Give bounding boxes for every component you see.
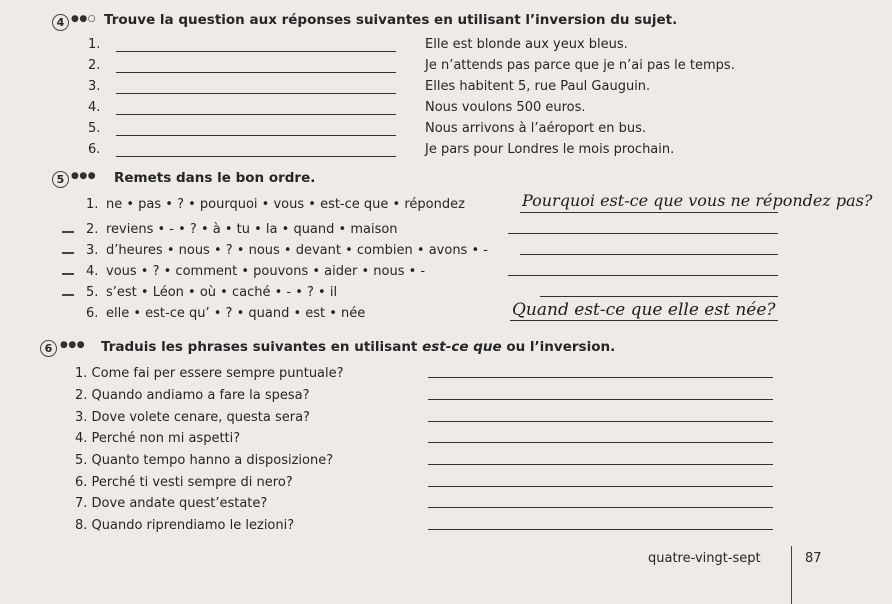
sentence-text: Quanto tempo hanno a disposizione? bbox=[91, 453, 334, 468]
answer-line[interactable] bbox=[428, 421, 773, 422]
item-number: 4. bbox=[75, 431, 88, 446]
item-number: 1. bbox=[88, 37, 101, 52]
difficulty-dots: ●●○ bbox=[71, 14, 97, 24]
margin-mark bbox=[62, 273, 74, 275]
exercise-6-number: 6 bbox=[40, 340, 57, 357]
word-sequence: d’heures • nous • ? • nous • devant • combien • avons • - bbox=[106, 243, 488, 258]
footer-divider bbox=[791, 546, 792, 604]
answer-line[interactable] bbox=[510, 320, 778, 321]
margin-mark bbox=[62, 294, 74, 296]
answer-text: Nous arrivons à l’aéroport en bus. bbox=[425, 121, 647, 136]
item-number: 5. bbox=[86, 285, 99, 300]
answer-line[interactable] bbox=[508, 275, 778, 276]
difficulty-dots: ●●● bbox=[71, 171, 97, 181]
exercise-6-instruction bbox=[101, 339, 615, 355]
item-number: 1. bbox=[75, 366, 88, 381]
word-sequence: vous • ? • comment • pouvons • aider • nous • - bbox=[106, 264, 426, 279]
answer-line[interactable] bbox=[116, 135, 396, 136]
answer-line[interactable] bbox=[116, 72, 396, 73]
handwritten-answer: Pourquoi est-ce que vous ne répondez pas? bbox=[522, 191, 873, 210]
answer-line[interactable] bbox=[508, 233, 778, 234]
sentence-text: Dove volete cenare, questa sera? bbox=[91, 410, 310, 425]
answer-text: Nous voulons 500 euros. bbox=[425, 100, 586, 115]
exercise-4-instruction: Trouve la question aux réponses suivantes en utilisant l’inversion du sujet. bbox=[104, 12, 678, 28]
answer-line[interactable] bbox=[428, 377, 773, 378]
item-number: 1. bbox=[86, 197, 99, 212]
sentence bbox=[75, 518, 294, 533]
answer-line[interactable] bbox=[428, 486, 773, 487]
sentence bbox=[75, 388, 310, 403]
item-number: 2. bbox=[88, 58, 101, 73]
handwritten-answer: Quand est-ce que elle est née? bbox=[512, 300, 776, 320]
item-number: 3. bbox=[86, 243, 99, 258]
sentence-text: Perché ti vesti sempre di nero? bbox=[91, 475, 293, 490]
answer-line[interactable] bbox=[428, 529, 773, 530]
answer-text: Je n’attends pas parce que je n’ai pas le temps. bbox=[425, 58, 735, 73]
answer-line[interactable] bbox=[116, 51, 396, 52]
exercise-4-number: 4 bbox=[52, 14, 69, 31]
sentence bbox=[75, 410, 310, 425]
answer-line[interactable] bbox=[428, 442, 773, 443]
answer-line[interactable] bbox=[520, 212, 778, 213]
difficulty-dots: ●●● bbox=[60, 340, 86, 350]
item-number: 2. bbox=[86, 222, 99, 237]
word-sequence: reviens • - • ? • à • tu • la • quand • maison bbox=[106, 222, 398, 237]
answer-text: Je pars pour Londres le mois prochain. bbox=[425, 142, 675, 157]
item-number: 3. bbox=[88, 79, 101, 94]
answer-line[interactable] bbox=[428, 507, 773, 508]
instruction-part: ou l’inversion. bbox=[501, 339, 616, 355]
sentence bbox=[75, 431, 240, 446]
item-number: 3. bbox=[75, 410, 88, 425]
sentence-text: Quando riprendiamo le lezioni? bbox=[91, 518, 295, 533]
item-number: 5. bbox=[75, 453, 88, 468]
instruction-part: Traduis les phrases suivantes en utilisant bbox=[101, 339, 423, 355]
sentence bbox=[75, 453, 333, 468]
exercise-5-instruction: Remets dans le bon ordre. bbox=[114, 170, 316, 186]
answer-text: Elle est blonde aux yeux bleus. bbox=[425, 37, 628, 52]
sentence-text: Quando andiamo a fare la spesa? bbox=[91, 388, 310, 403]
item-number: 6. bbox=[86, 306, 99, 321]
answer-line[interactable] bbox=[520, 254, 778, 255]
exercise-5-number: 5 bbox=[52, 171, 69, 188]
sentence bbox=[75, 496, 267, 511]
sentence-text: Come fai per essere sempre puntuale? bbox=[91, 366, 344, 381]
sentence-text: Perché non mi aspetti? bbox=[91, 431, 241, 446]
item-number: 4. bbox=[88, 100, 101, 115]
word-sequence: s’est • Léon • où • caché • - • ? • il bbox=[106, 285, 338, 300]
item-number: 7. bbox=[75, 496, 88, 511]
word-sequence: elle • est-ce qu’ • ? • quand • est • née bbox=[106, 306, 366, 321]
page-number: 87 bbox=[805, 551, 822, 566]
answer-line[interactable] bbox=[540, 296, 778, 297]
answer-line[interactable] bbox=[116, 114, 396, 115]
answer-text: Elles habitent 5, rue Paul Gauguin. bbox=[425, 79, 651, 94]
sentence bbox=[75, 475, 293, 490]
item-number: 6. bbox=[75, 475, 88, 490]
sentence bbox=[75, 366, 344, 381]
item-number: 6. bbox=[88, 142, 101, 157]
item-number: 4. bbox=[86, 264, 99, 279]
word-sequence: ne • pas • ? • pourquoi • vous • est-ce que • répondez bbox=[106, 197, 465, 212]
item-number: 5. bbox=[88, 121, 101, 136]
item-number: 2. bbox=[75, 388, 88, 403]
answer-line[interactable] bbox=[116, 93, 396, 94]
answer-line[interactable] bbox=[428, 399, 773, 400]
margin-mark bbox=[62, 252, 74, 254]
answer-line[interactable] bbox=[116, 156, 396, 157]
instruction-emphasis: est-ce que bbox=[422, 339, 502, 355]
answer-line[interactable] bbox=[428, 464, 773, 465]
page-number-words: quatre-vingt-sept bbox=[648, 551, 761, 566]
margin-mark bbox=[62, 231, 74, 233]
sentence-text: Dove andate quest’estate? bbox=[91, 496, 268, 511]
item-number: 8. bbox=[75, 518, 88, 533]
